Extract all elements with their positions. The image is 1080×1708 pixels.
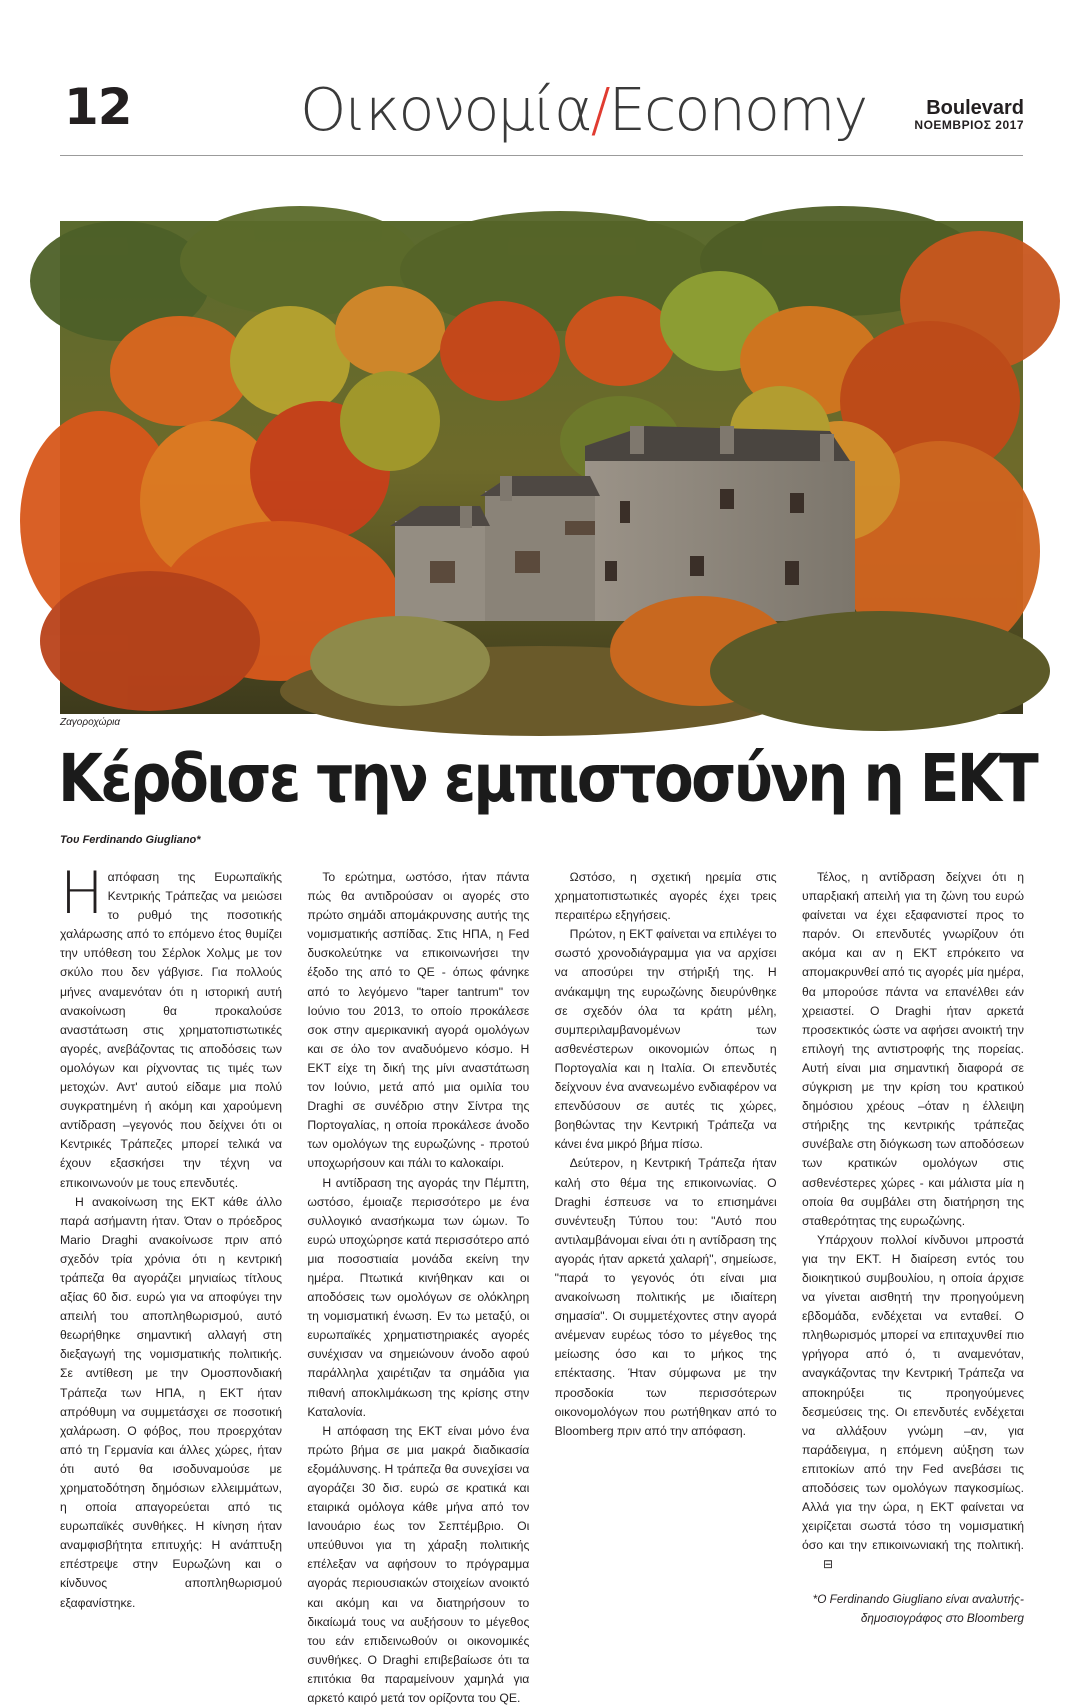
section-separator: / <box>590 75 609 144</box>
publication-brand <box>914 98 1024 132</box>
article-paragraph: Πρώτον, η ΕΚΤ φαίνεται να επιλέγει το σωστό χρονοδιάγραμμα για να αρχίσει να αποσύρει την στήριξή της. Η ανάκαμψη της ευρωζώνης διευρύνθηκε σε σχεδόν όλα τα κράτη μέλη, συμπεριλαμβανομένων των ασθενέστερων οικονομιών όπως η Πορτογαλία και η Ιταλία. Οι επενδυτές δείχνουν ένα ανανεωμένο ενδιαφέρον να επενδύσουν σε αυτές τις χώρες, βοηθώντας την Κεντρική Τράπεζα να κάνει ένα μικρό βήμα πίσω. <box>554 927 777 1152</box>
article-paragraph: Η ανακοίνωση της ΕΚΤ κάθε άλλο παρά ασήμαντη ήταν. Όταν ο πρόεδρος Mario Draghi ανακοίνωσε πριν από σχεδόν τρία χρόνια ότι η κεντρική τράπεζα θα αγοράζει μηνιαίως τίτλους αξίας 60 δισ. ευρώ για να αποφύγει την απειλή του αποπληθωρισμού, αυτό θεωρήθηκε σημαντική αλλαγή στη διεξαγωγή της νομισματικής πολιτικής. Σε αντίθεση με την Ομοσπονδιακή Τράπεζα των ΗΠΑ, η ΕΚΤ ήταν απρόθυμη να συμμετάσχει σε ποσοτική χαλάρωση. Ο φόβος, που προερχόταν από τη Γερμανία και άλλες χώρες, ήταν ότι αυτό θα ισοδυναμούσε με χρηματοδότηση δημόσιων ελλειμμάτων, η οποία απαγορεύεται από τις ευρωπαϊκές συνθήκες. Η κίνηση ήταν αναμφισβήτητα επιτυχής: Η ανάπτυξη επέστρεψε στην Ευρωζώνη και ο κίνδυνος αποπληθωρισμού εξαφανίστηκε. <box>60 1194 282 1610</box>
article-column-1 <box>60 859 282 1610</box>
article-paragraph: Ηαπόφαση της Ευρωπαϊκής Κεντρικής Τράπεζας να μειώσει το ρυθμό της ποσοτικής χαλάρωσης από το επόμενο έτος θυμίζει την υπόθεση του Σέρλοκ Χολμς με τον σκύλο που δεν γάβγισε. Για πολλούς μήνες αναμενόταν ότι η ιστορική αυτή ανακοίνωση θα προκαλούσε αναστάτωση στις χρηματοπιστωτικές αγορές, ανεβάζοντας τις αποδόσεις των ομολόγων και ρίχνοντας τις τιμές των μετοχών. Αντ' αυτού είδαμε μια πολύ συγκρατημένη ή ακόμη και χαρούμενη αντίδραση –γεγονός που δείχνει ότι οι Κεντρικές Τράπεζες μπορεί τελικά να έχουν εξασκήσει την τέχνη να επικοινωνούν με τους επενδυτές. <box>60 859 282 1190</box>
article-paragraph: Η αντίδραση της αγοράς την Πέμπτη, ωστόσο, έμοιαζε περισσότερο με ένα συλλογικό ανασήκωμα των ώμων. Το ευρώ υποχώρησε κατά περισσότερο από μια ποσοστιαία μονάδα εκείνη την ημέρα. Πτωτικά κινήθηκαν και οι αποδόσεις των ομολόγων σε ολόκληρη τη νομισματική ένωση. Εν τω μεταξύ, οι ευρωπαϊκές χρηματιστηριακές αγορές συνέχισαν να σημειώνουν άνοδο αφού παράλληλα χαιρέτιζαν τα σημάδια για πιθανή αποκλιμάκωση της κρίσης στην Καταλονία. <box>307 1175 530 1419</box>
autumn-village-illustration <box>60 221 1023 714</box>
section-title-greek: Οικονομία <box>300 75 591 144</box>
author-footnote: *O Ferdinando Giugliano είναι αναλυτής-δημοσιογράφος στο Bloomberg <box>812 1592 1024 1626</box>
article-paragraph: Η απόφαση της ΕΚΤ είναι μόνο ένα πρώτο βήμα σε μια μακρά διαδικασία εξομάλυνσης. Η τράπεζα θα συνεχίσει να αγοράζει 30 δισ. ευρώ σε κρατικά και εταιρικά ομόλογα κάθε μήνα από τον Ιανουάριο έως τον Σεπτέμβριο. Οι υπεύθυνοι για τη χάραξη πολιτικής επέλεξαν να αφήσουν το πρόγραμμα αγοράς περιουσιακών στοιχείων ανοικτό και ακόμη και να διατηρήσουν το δικαίωμά τους να αυξήσουν το μέγεθος του εάν επιδεινωθούν οι οικονομικές συνθήκες. Ο Draghi επιβεβαίωσε ότι τα επιτόκια θα παραμείνουν χαμηλά για αρκετό καιρό μετά τον ορίζοντα του QE. <box>307 1423 530 1706</box>
drop-cap: Η <box>60 859 104 927</box>
article-body <box>60 859 1024 1706</box>
brand-name: Boulevard <box>926 97 1024 119</box>
article-byline: Του Ferdinando Giugliano* <box>60 834 201 846</box>
end-of-article-icon: ⊟ <box>822 1557 834 1572</box>
photo-caption: Ζαγοροχώρια <box>60 717 121 728</box>
section-title-english: Economy <box>608 75 867 144</box>
article-paragraph: Το ερώτημα, ωστόσο, ήταν πάντα πώς θα αντιδρούσαν οι αγορές στο πρώτο σημάδι απομάκρυνσης αυτής της νομισματικής ασπίδας. Στις ΗΠΑ, η Fed δυσκολεύτηκε να επικοινωνήσει την έξοδο της από το QE - όπως φάνηκε από το λεγόμενο "taper tantrum" τον Ιούνιο του 2013, το οποίο προκάλεσε σοκ στην αμερικανική αγορά ομολόγων και σε όλο τον αναδυόμενο κόσμο. Η ΕΚΤ είχε τη δική της μίνι αναστάτωση τον Ιούνιο, μετά από μια ομιλία του Draghi σε συνέδριο στην Σίντρα της Πορτογαλίας, η οποία προκάλεσε άνοδο των ομολόγων της ευρωζώνης - προτού υποχωρήσουν και πάλι το καλοκαίρι. <box>307 870 530 1171</box>
article-column-3 <box>555 868 777 1578</box>
article-paragraph: Δεύτερον, η Κεντρική Τράπεζα ήταν καλή στο θέμα της επικοινωνίας. Ο Draghi έσπευσε να το επισημάνει συνέντευξη Τύπου του: "Αυτό που αντιλαμβάνομαι είναι ότι η αντίδραση της αγοράς ήταν αρκετά χαλαρή", σημείωσε, "παρά το γεγονός ότι είναι μια ανακοίνωση πολιτικής με ιδιαίτερη σημασία". Οι συμμετέχοντες στην αγορά ανέμεναν ευρέως τόσο το μέγεθος της μείωσης όσο και το μήκος της επέκτασης. Ήταν σύμφωνα με την προσδοκία των περισσότερων οικονομολόγων που ρωτήθηκαν από το Bloomberg πριν από την απόφαση. <box>554 1156 777 1438</box>
article-paragraph: Τέλος, η αντίδραση δείχνει ότι η υπαρξιακή απειλή για τη ζώνη του ευρώ φαίνεται να έχει εξαφανιστεί προς το παρόν. Οι επενδυτές γνωρίζουν ότι ακόμα και αν η ΕΚΤ επρόκειτο να απομακρυνθεί από τις αγορές μία ημέρα, θα μπορούσε πάντα να επανέλθει εάν χρειαστεί. Ο Draghi ήταν αρκετά προσεκτικός ώστε να αφήσει ανοικτή την επιλογή της αντιστροφής της πορείας. Αυτή είναι μια σημαντική διαφορά σε σύγκριση με την κρίση του κρατικού δημόσιου χρέους –όταν η έλλειψη στήριξης της κεντρικής τράπεζας συνέβαλε στη διόγκωση των αποδόσεων των κρατικών ομολόγων στις ασθενέστερες χώρες - και μάλιστα μία η οποία θα συμβάλει στη διατήρηση της σταθερότητας της ευρωζώνης. <box>801 870 1024 1228</box>
article-paragraph: Ωστόσο, η σχετική ηρεμία στις χρηματοπιστωτικές αγορές έχει τρεις περαιτέρω εξηγήσεις. <box>554 870 777 923</box>
article-photo <box>60 221 1023 714</box>
article-column-4 <box>801 868 1024 1626</box>
page-number: 12 <box>64 78 132 136</box>
header-divider <box>60 155 1023 156</box>
article-headline: Κέρδισε την εμπιστοσύνη η ΕΚΤ <box>58 740 1037 817</box>
article-column-2 <box>307 868 530 1706</box>
issue-date: ΝΟΕΜΒΡΙΟΣ 2017 <box>914 118 1024 132</box>
article-paragraph: Υπάρχουν πολλοί κίνδυνοι μπροστά για την ΕΚΤ. Η διαίρεση εντός του διοικητικού συμβουλίου, η οποία άρχισε να γίνεται αισθητή την προηγούμενη εβδομάδα, ενδέχεται να ενταθεί. Ο πληθωρισμός μπορεί να επιταχυνθεί πιο γρήγορα από ό, τι αναμενόταν, αναγκάζοντας την Κεντρική Τράπεζα να αποκηρύξει τις προηγούμενες δεσμεύσεις της. Οι επενδυτές ενδέχεται να αλλάξουν γνώμη –αν, για παράδειγμα, η επόμενη αύξηση των επιτοκίων από την Fed ανεβάσει τις αποδόσεις των ομολόγων παγκοσμίως. Αλλά για την ώρα, η ΕΚΤ φαίνεται να χειρίζεται σωστά τόσο τη νομισματική όσο και την επικοινωνιακή της πολιτική.⊟ <box>802 1231 1024 1575</box>
section-title <box>300 75 867 144</box>
